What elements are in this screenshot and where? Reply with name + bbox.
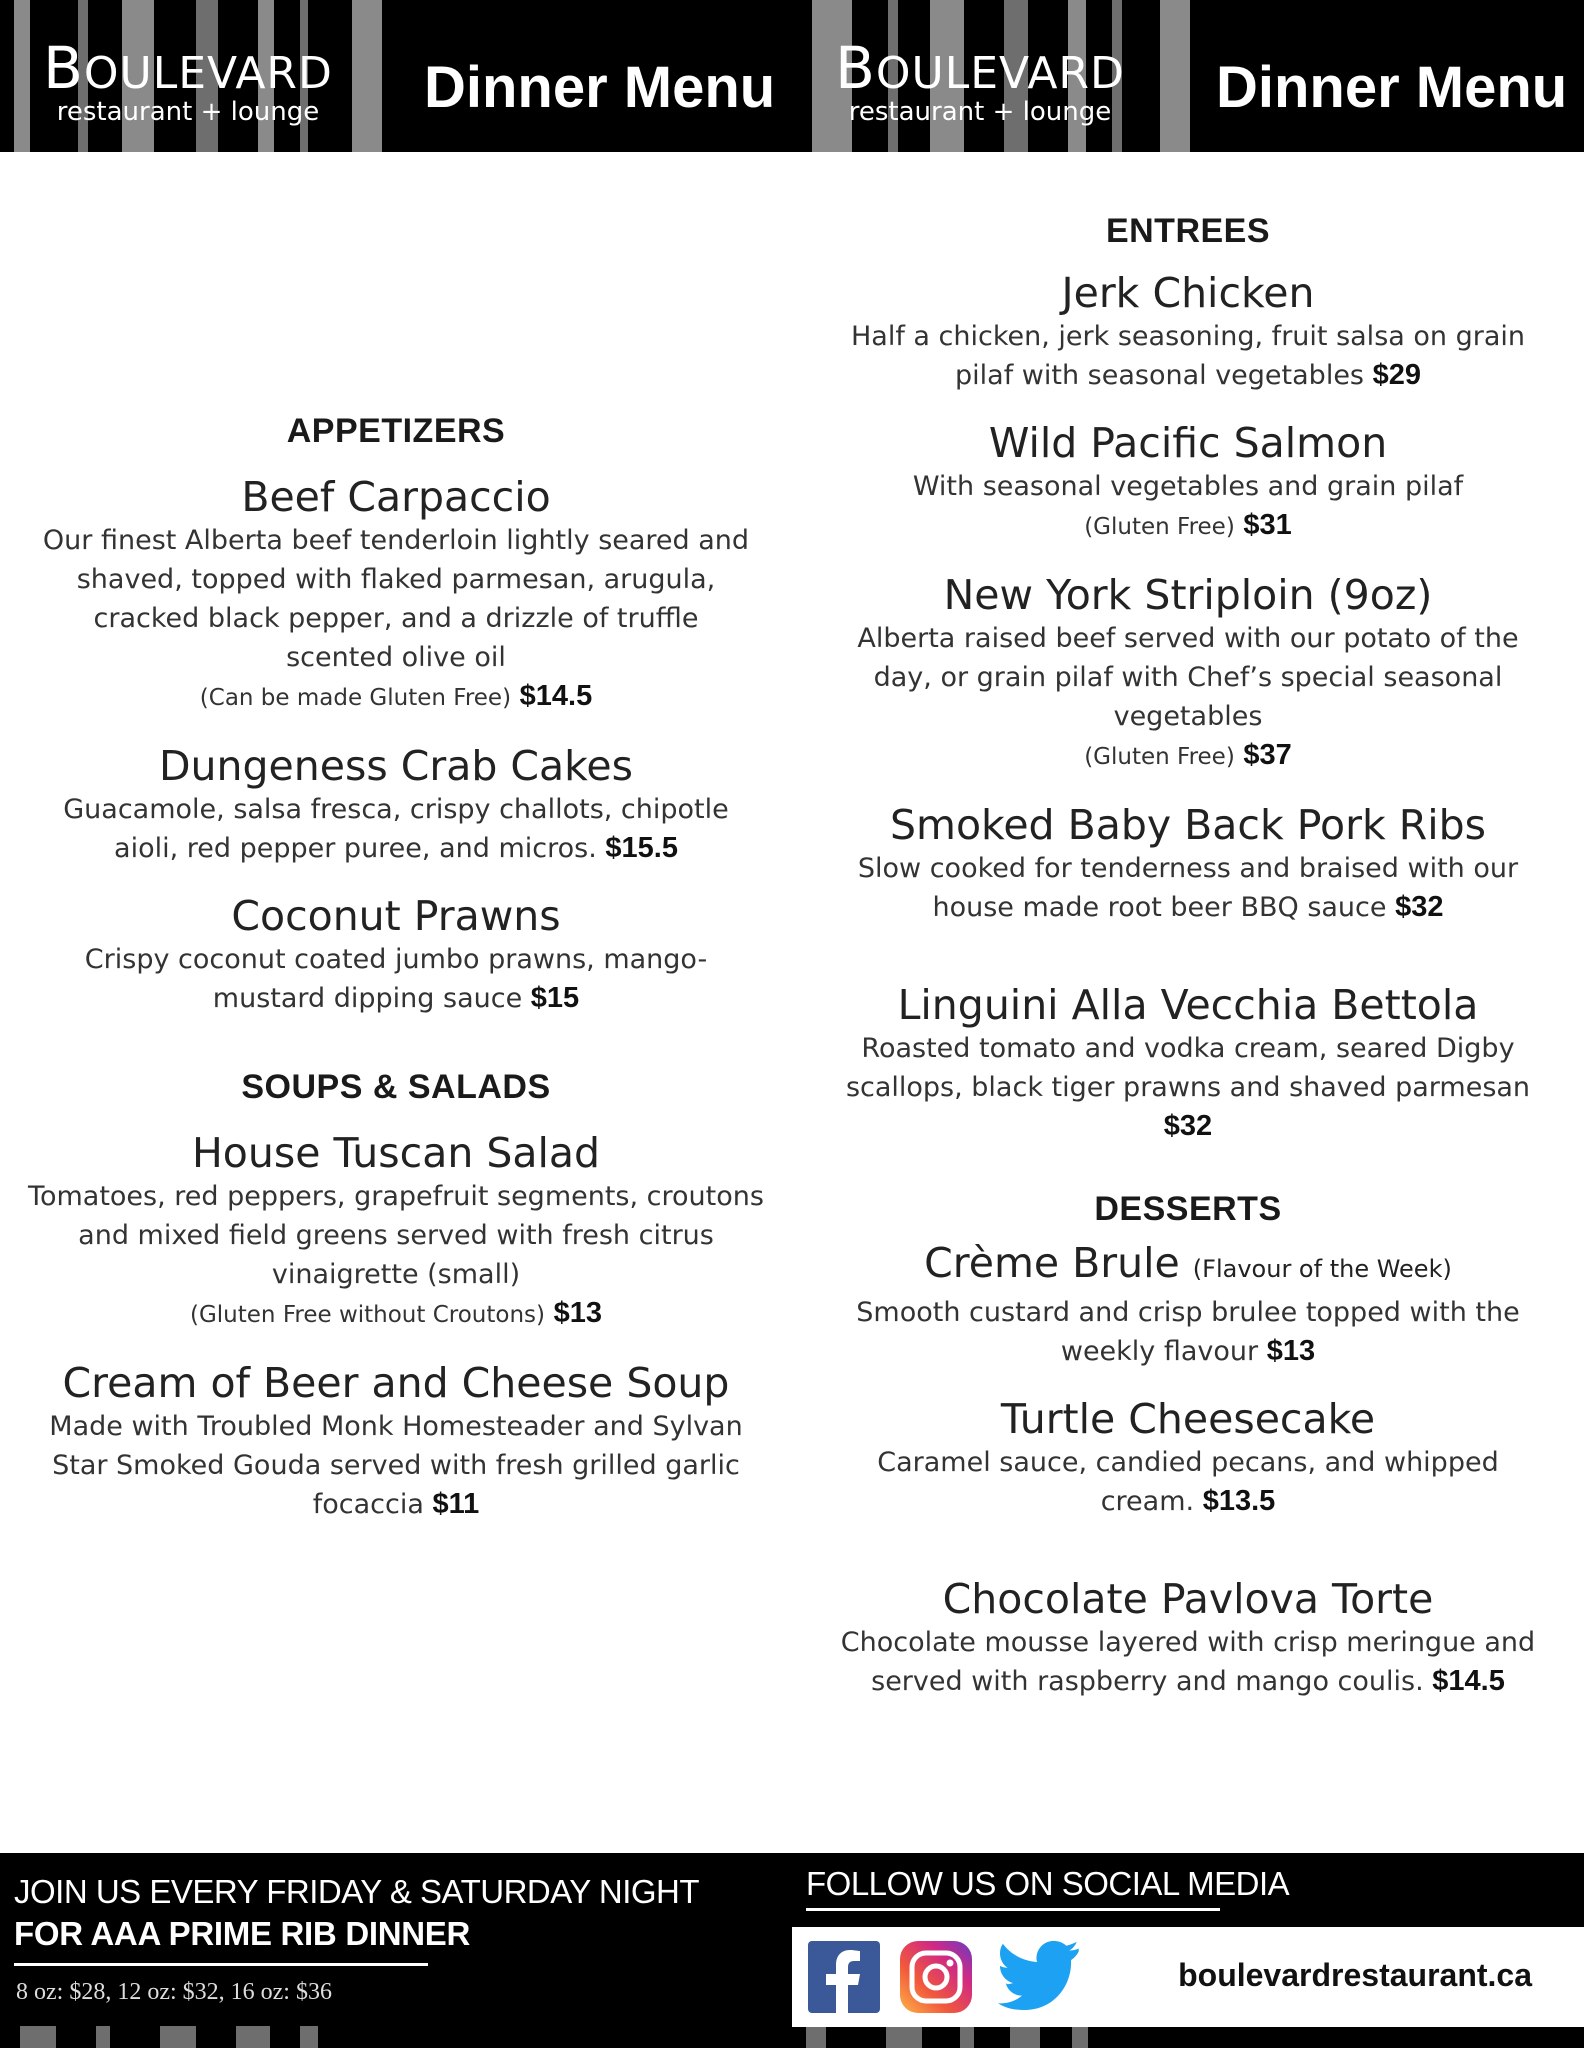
item-name: New York Striploin (9oz) [943, 571, 1433, 619]
menu-item [820, 419, 1556, 547]
follow-divider [806, 1908, 1220, 1911]
item-name-note: (Flavour of the Week) [1192, 1255, 1452, 1283]
item-price: $15.5 [605, 832, 678, 864]
prime-rib-prices: 8 oz: $28, 12 oz: $32, 16 oz: $36 [16, 1979, 332, 2005]
footer-stripe [160, 2026, 196, 2048]
item-name: Cream of Beer and Cheese Soup [62, 1359, 730, 1407]
logo-tagline: restaurant + lounge [56, 97, 320, 127]
item-name: Coconut Prawns [231, 892, 561, 940]
item-description: Caramel sauce, candied pecans, and whipped cream. [877, 1447, 1499, 1517]
footer-stripe [236, 2026, 270, 2048]
menu-item [820, 269, 1556, 395]
menu-item [28, 1129, 764, 1335]
item-name: Smoked Baby Back Pork Ribs [889, 801, 1486, 849]
header-banner [0, 0, 1584, 152]
item-price: $32 [1395, 891, 1444, 923]
item-description: Slow cooked for tenderness and braised with our house made root beer BBQ sauce [857, 853, 1519, 923]
footer-stripe [886, 2026, 922, 2048]
item-price: $37 [1243, 739, 1292, 771]
item-description: Made with Troubled Monk Homesteader and Sylvan Star Smoked Gouda served with fresh grilled garlic focaccia [49, 1411, 743, 1520]
item-price: $11 [432, 1488, 480, 1520]
section-heading-desserts: DESSERTS [1094, 1190, 1282, 1228]
section-heading-entrees: ENTREES [1105, 212, 1271, 250]
right-menu-column [820, 212, 1556, 1701]
item-note: (Gluten Free) [1084, 514, 1235, 540]
footer-stripe [1010, 2026, 1040, 2048]
item-note: (Can be made Gluten Free) [199, 685, 512, 711]
item-description: Tomatoes, red peppers, grapefruit segments, croutons and mixed field greens served with fresh citrus vinaigrette (small) [28, 1181, 764, 1290]
item-name: Chocolate Pavlova Torte [942, 1575, 1434, 1623]
menu-item [820, 571, 1556, 777]
item-price: $32 [1163, 1110, 1213, 1142]
item-description: Half a chicken, jerk seasoning, fruit salsa on grain pilaf with seasonal vegetables [850, 321, 1525, 391]
item-description: Chocolate mousse layered with crisp meringue and served with raspberry and mango coulis. [840, 1627, 1536, 1697]
facebook-icon[interactable] [808, 1941, 880, 2013]
item-name: Dungeness Crab Cakes [158, 742, 634, 790]
item-name: Linguini Alla Vecchia Bettola [897, 981, 1479, 1029]
item-note: (Gluten Free) [1084, 744, 1235, 770]
menu-item [28, 1359, 764, 1524]
website-link[interactable]: boulevardrestaurant.ca [1178, 1957, 1532, 1993]
menu-item [820, 1395, 1556, 1521]
footer-stripe [960, 2026, 974, 2048]
page-title: Dinner Menu [424, 55, 776, 120]
item-price: $13 [553, 1297, 602, 1329]
item-name: Crème Brule [924, 1239, 1180, 1287]
instagram-icon[interactable] [900, 1941, 972, 2013]
social-media-bar [792, 1927, 1584, 2027]
item-description: Alberta raised beef served with our potato of the day, or grain pilaf with Chef’s special seasonal vegetables [857, 623, 1519, 732]
page-title: Dinner Menu [1216, 55, 1568, 120]
footer-stripe [20, 2026, 56, 2048]
logo-tagline: restaurant + lounge [848, 97, 1112, 127]
item-description: Guacamole, salsa fresca, crispy challots, chipotle aioli, red pepper puree, and micros. [63, 794, 729, 864]
left-menu-column [28, 412, 764, 1524]
footer-stripe [806, 2026, 826, 2048]
item-price: $14.5 [519, 680, 593, 712]
menu-item [820, 1239, 1556, 1371]
item-description: Smooth custard and crisp brulee topped with the weekly flavour [856, 1297, 1520, 1367]
menu-item [820, 1575, 1556, 1701]
footer-stripe [96, 2026, 110, 2048]
item-name: Jerk Chicken [1061, 269, 1315, 317]
menu-item [28, 742, 764, 868]
footer-stripe [300, 2026, 318, 2048]
section-heading-soups-salads: SOUPS & SALADS [241, 1068, 551, 1106]
section-heading-appetizers: APPETIZERS [286, 412, 506, 450]
header-stripe [352, 0, 382, 152]
footer-stripe [1072, 2026, 1088, 2048]
promo-divider [14, 1963, 428, 1966]
item-price: $15 [530, 982, 580, 1014]
item-description: Roasted tomato and vodka cream, seared Digby scallops, black tiger prawns and shaved parmesan [845, 1033, 1531, 1103]
prime-rib-promo-line1: JOIN US EVERY FRIDAY & SATURDAY NIGHT [14, 1873, 700, 1910]
prime-rib-promo-line2: FOR AAA PRIME RIB DINNER [14, 1915, 471, 1952]
item-note: (Gluten Free without Croutons) [190, 1302, 545, 1328]
item-price: $13 [1266, 1335, 1316, 1367]
restaurant-logo: BOULEVARD restaurant + lounge [830, 38, 1130, 124]
item-price: $14.5 [1432, 1665, 1505, 1697]
item-name: Turtle Cheesecake [1000, 1395, 1376, 1443]
follow-heading: FOLLOW US ON SOCIAL MEDIA [806, 1865, 1290, 1902]
restaurant-logo: BOULEVARD restaurant + lounge [38, 38, 338, 124]
item-price: $13.5 [1202, 1485, 1276, 1517]
item-name: House Tuscan Salad [191, 1129, 601, 1177]
item-price: $29 [1372, 359, 1421, 391]
menu-item [28, 892, 764, 1018]
menu-item [820, 801, 1556, 927]
menu-item [28, 473, 764, 718]
menu-item [820, 981, 1556, 1146]
item-description: With seasonal vegetables and grain pilaf [912, 471, 1464, 502]
header-stripe [14, 0, 30, 152]
item-price: $31 [1243, 509, 1292, 541]
header-stripe [1160, 0, 1190, 152]
item-name: Wild Pacific Salmon [988, 419, 1388, 467]
footer-banner [0, 1853, 1584, 2048]
item-name: Beef Carpaccio [241, 473, 551, 521]
item-description: Crispy coconut coated jumbo prawns, mango-mustard dipping sauce [84, 944, 708, 1014]
item-description: Our finest Alberta beef tenderloin lightly seared and shaved, topped with flaked parmesan, arugula, cracked black pepper, and a drizzle of truffle scented olive oil [42, 525, 750, 673]
twitter-icon[interactable] [998, 1941, 1082, 2013]
